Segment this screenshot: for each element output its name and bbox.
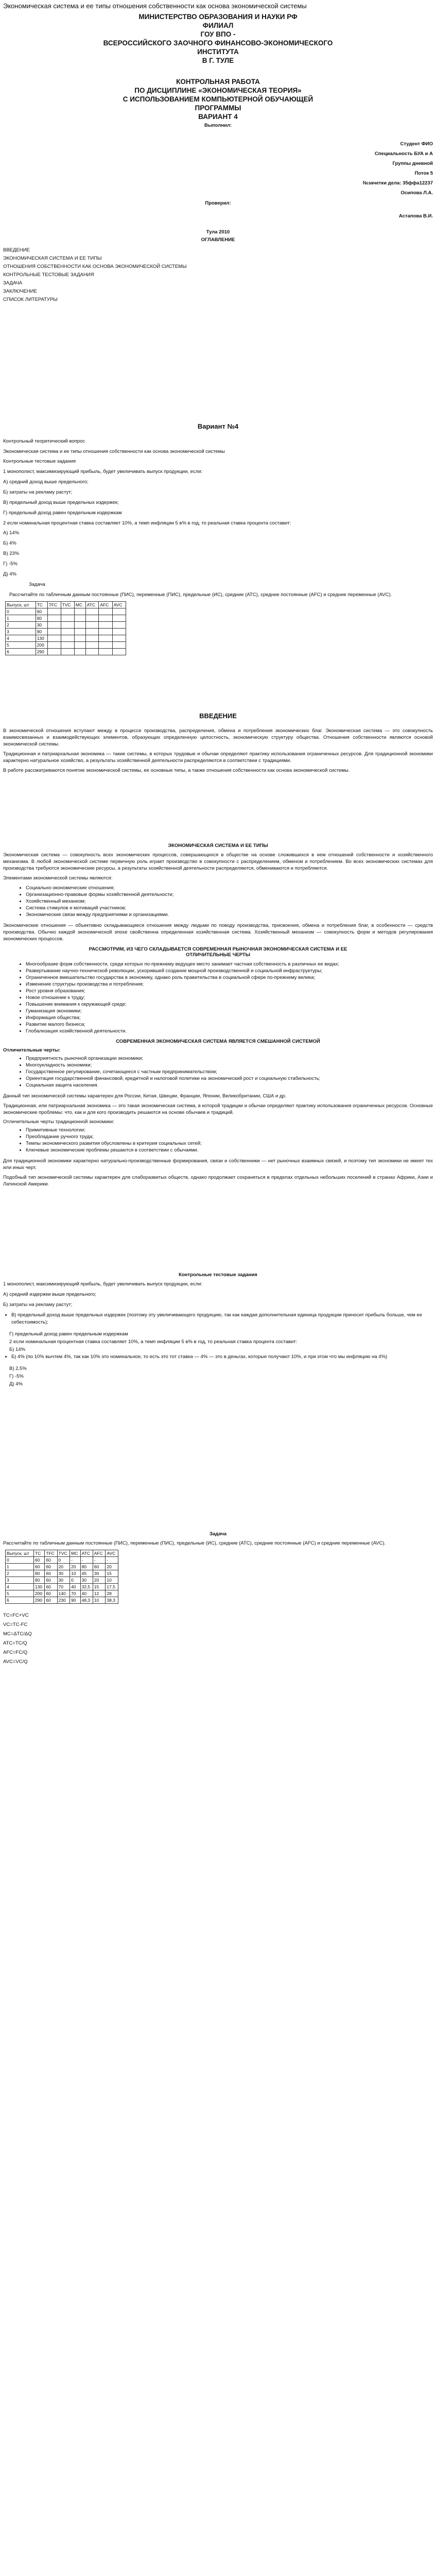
task-text: Рассчитайте по табличным данным постоянные (ПИС), переменные (ПИС), предельные (ИС), средние (АТС), средние постоянные (AFC) и средние переменные (AVC). <box>9 592 392 598</box>
table-header: ATC <box>80 1550 93 1557</box>
table-cell: 60 <box>45 1570 57 1577</box>
toc-item[interactable]: ЗАКЛЮЧЕНИЕ <box>3 289 37 294</box>
performed-label: Выполнил: <box>204 123 232 128</box>
work-line-type: КОНТРОЛЬНАЯ РАБОТА <box>176 78 260 86</box>
list-item: • Преобладание ручного труда; <box>26 1133 433 1140</box>
table-cell: 140 <box>57 1590 70 1597</box>
table-cell: 60 <box>45 1577 57 1584</box>
student-line-record: №зачетки дела: 35ффа12237 <box>362 180 433 186</box>
table-cell: 32,5 <box>80 1584 93 1590</box>
table-row <box>6 1590 118 1597</box>
work-block <box>3 77 433 121</box>
table-cell: 60 <box>36 608 47 615</box>
variant-title: Вариант №4 <box>197 422 239 430</box>
table-row <box>6 649 126 655</box>
toc-item[interactable]: СПИСОК ЛИТЕРАТУРЫ <box>3 297 58 302</box>
table-row <box>6 1557 118 1564</box>
table-cell: 28 <box>106 1590 118 1597</box>
table-header: Выпуск, шт <box>6 602 36 608</box>
list-item: • Повышение внимания к окружающей среде; <box>26 1001 433 1008</box>
table-cell: 40 <box>80 1590 93 1597</box>
table-row <box>6 1570 118 1577</box>
table-cell: 60 <box>45 1557 57 1564</box>
student-line-name: Студент ФИО <box>400 141 433 147</box>
table-row <box>6 1577 118 1584</box>
table-cell: 90 <box>33 1577 45 1584</box>
list-item: • Социальная защита населения. <box>26 1082 433 1089</box>
toc-list <box>3 246 433 304</box>
quiz-option: В) 23% <box>3 551 20 556</box>
table-cell: 10 <box>93 1597 106 1604</box>
table-cell: 0 <box>6 1557 34 1564</box>
list-item: • Социально-экономические отношения; <box>26 885 433 891</box>
intro-title: ВВЕДЕНИЕ <box>199 712 237 720</box>
list-item: • Рост уровня образования; <box>26 988 433 994</box>
quiz-option: А) средний доход выше предельного; <box>3 479 89 485</box>
table-cell: 30 <box>57 1570 70 1577</box>
list-item: • Информация общества; <box>26 1014 433 1021</box>
list-item: • Многообразие форм собственности, среди которых по-прежнему ведущее место занимает частная собственность в различных ее видах; <box>26 961 433 968</box>
table-cell: 200 <box>36 642 47 649</box>
section-paragraph: Экономическая система — совокупность всех экономических процессов, совершающихся в обществе на основе сложившихся в нем отношений собственности и хозяйственного механизма. В любой экономической системе первичную роль играет производство в совокупности с распределением, обменом и потреблением. Во всех экономических системах для производства требуются экономические ресурсы, а результаты хозяйственной деятельности распределяются, обмениваются и потребляются. <box>3 852 433 871</box>
cost-table-empty <box>5 601 126 655</box>
table-cell: 6 <box>6 1597 34 1604</box>
section-types-title: ЭКОНОМИЧЕСКАЯ СИСТЕМА И ЕЕ ТИПЫ <box>168 843 268 849</box>
formula: AVC=VC/Q <box>3 1659 28 1665</box>
task-label: Задача <box>29 582 45 587</box>
market-system-title: РАССМОТРИМ, ИЗ ЧЕГО СКЛАДЫВАЕТСЯ СОВРЕМЕННАЯ РЫНОЧНАЯ ЭКОНОМИЧЕСКАЯ СИСТЕМА И ЕЕ ОТЛИЧИТЕЛЬНЫЕ ЧЕРТЫ <box>89 946 347 958</box>
table-cell: 30 <box>80 1577 93 1584</box>
table-header: TC <box>33 1550 45 1557</box>
table-cell: 0 <box>70 1577 80 1584</box>
table-cell: 90 <box>33 1570 45 1577</box>
table-cell: 5 <box>6 1590 34 1597</box>
quiz-option: Д) 4% <box>3 571 16 577</box>
section-paragraph: Для традиционной экономики характерно натурально-производственные формирования, связи и собственники — нет рыночных взаимных связей, и поэтому тип экономики не имеет тех или иных черт. <box>3 1158 433 1171</box>
title-line-branch: ФИЛИАЛ <box>202 22 234 29</box>
table-row <box>6 642 126 649</box>
quiz-option: А) 14% <box>3 530 20 536</box>
list-item: • Глобализация хозяйственной деятельности. <box>26 1028 433 1035</box>
tests-answer: Б) 14% <box>9 1347 26 1352</box>
quiz-option: Б) затраты на рекламу растут; <box>3 489 73 495</box>
quiz-tests-label: Контрольные тестовые задания <box>3 459 76 464</box>
tests-answers-list <box>3 1312 433 1326</box>
list-item: • В) предельный доход выше предельных издержек (поэтому эту увеличивающего продукцию, так как каждая дополнительная единица продукции приносит прибыль больше, чем ее себестоимость); <box>11 1312 433 1326</box>
section-paragraph: Данный тип экономической системы характерен для России, Китая, Швеции, Франции, Японии, Великобритании, США и др. <box>3 1093 287 1099</box>
table-cell: 60 <box>33 1557 45 1564</box>
title-line-institute: ВСЕРОССИЙСКОГО ЗАОЧНОГО ФИНАНСОВО-ЭКОНОМИЧЕСКОГО ИНСТИТУТА <box>103 39 333 56</box>
quiz-option: В) предельный доход выше предельных издержек; <box>3 500 119 505</box>
tests-answer: Г) -5% <box>9 1374 24 1379</box>
table-cell: 290 <box>36 649 47 655</box>
mixed-system-title: СОВРЕМЕННАЯ ЭКОНОМИЧЕСКАЯ СИСТЕМА ЯВЛЯЕТСЯ СМЕШАННОЙ СИСТЕМОЙ <box>116 1039 320 1044</box>
table-cell: 60 <box>45 1584 57 1590</box>
tests-answer: Г) предельный доход равен предельным издержкам <box>9 1331 128 1337</box>
list-item: • Развертывание научно-технической революции, ускорившей создание мощной производственной и социальной инфраструктуры; <box>26 968 433 974</box>
traditional-title: Отличительные черты традиционной экономики: <box>3 1119 114 1125</box>
formula: VC=TC-FC <box>3 1622 28 1628</box>
table-cell: 5 <box>6 642 36 649</box>
table-cell: 20 <box>93 1577 106 1584</box>
formula: TC=FC+VC <box>3 1613 29 1618</box>
quiz-question-theory: Экономическая система и ее типы отношения собственности как основа экономической системы <box>3 449 225 454</box>
quiz-option: Г) -5% <box>3 561 18 567</box>
list-item: • Темпы экономического развития обусловлены в критерия социальных сетей; <box>26 1140 433 1147</box>
list-item: • Ограниченное вмешательство государства в экономику, однако роль правительства в социальной сфере по-прежнему велика; <box>26 974 433 981</box>
task2-text: Рассчитайте по табличным данным постоянные (ПИС), переменные (ПИС), предельные (ИС), средние (АТС), средние постоянные (AFC) и средние переменные (AVC). <box>3 1540 386 1546</box>
table-cell: 30 <box>36 622 47 629</box>
table-cell: 20 <box>106 1564 118 1570</box>
table-cell: 20 <box>57 1564 70 1570</box>
list-item: • Б) 4% (по 10% вычтем 4%, так как 10% это номинальное, то есть это тот ставка — 4% — это в деньгах, которые получают 10%, и при этом что мы инфляцию на 4%) <box>11 1353 433 1361</box>
list-item: • Организационно-правовые формы хозяйственной деятельности; <box>26 891 433 898</box>
table-row <box>6 629 126 635</box>
work-line-program: С ИСПОЛЬЗОВАНИЕМ КОМПЬЮТЕРНОЙ ОБУЧАЮЩЕЙ ПРОГРАММЫ <box>123 95 313 112</box>
table-cell: 30 <box>93 1570 106 1577</box>
table-cell: 45 <box>80 1570 93 1577</box>
table-header: TVC <box>61 602 74 608</box>
table-cell: 1 <box>6 615 36 622</box>
table-cell: 17,5 <box>106 1584 118 1590</box>
title-line-ministry: МИНИСТЕРСТВО ОБРАЗОВАНИЯ И НАУКИ РФ <box>138 13 298 21</box>
table-header: TC <box>36 602 47 608</box>
table-header: Выпуск, шт <box>6 1550 34 1557</box>
toc-item[interactable]: КОНТРОЛЬНЫЕ ТЕСТОВЫЕ ЗАДАНИЯ <box>3 272 94 278</box>
document-title: Экономическая система и ее типы отношения собственности как основа экономической системы <box>3 2 307 10</box>
tests-option: Б) затраты на рекламу растут; <box>3 1302 73 1308</box>
table-cell: 60 <box>93 1564 106 1570</box>
table-cell: 3 <box>6 629 36 635</box>
title-block <box>3 12 433 65</box>
work-line-variant: ВАРИАНТ 4 <box>198 113 238 121</box>
table-header: AVC <box>106 1550 118 1557</box>
market-features-list <box>3 961 433 1035</box>
list-item: • Государственное регулирование, сочетающееся с частным предпринимательством; <box>26 1069 433 1075</box>
list-item: • Хозяйственный механизм; <box>26 898 433 905</box>
table-cell: 200 <box>33 1590 45 1597</box>
tests-answer: В) 2,5% <box>9 1366 27 1371</box>
table-cell: 12 <box>93 1590 106 1597</box>
list-item: • Предприятность рыночной организации экономики; <box>26 1055 433 1062</box>
table-header: TFC <box>45 1550 57 1557</box>
intro-paragraph: В работе рассматриваются понятие экономической системы, ее основные типы, а также отношения собственности как основа экономической системы. <box>3 768 350 773</box>
table-row <box>6 622 126 629</box>
table-header: MC <box>74 602 85 608</box>
tests-answer: Д) 4% <box>9 1381 23 1387</box>
intro-paragraph: В экономической отношения вступают между в процессе производства, распределения, обмена и потребления экономических благ. Экономическая система — это совокупность взаимосвязанных и взаимодействующих элементов, образующих определенную целостность, экономическую структуру общества. Отношения собственности являются основой экономической системы. <box>3 728 433 747</box>
table-cell: 130 <box>36 635 47 642</box>
table-header: AFC <box>99 602 112 608</box>
list-item: • Многоукладность экономики; <box>26 1062 433 1069</box>
student-line-surname: Осипова Л.А. <box>400 190 433 196</box>
section-paragraph: Экономические отношения — объективно складывающиеся отношения между людьми по поводу производства, присвоения, обмена и потребления благ, в особенности — средств производства. Обычно каждой экономической эпохе свойственна определенная хозяйственная система. Хозяйственный механизм — совокупность форм и методов регулирования экономических процессов. <box>3 923 433 942</box>
table-cell: - <box>93 1557 106 1564</box>
table-cell: 4 <box>6 1584 34 1590</box>
table-cell: 38,3 <box>106 1597 118 1604</box>
list-item: • Изменение структуры производства и потребления; <box>26 981 433 988</box>
table-cell: 3 <box>6 1577 34 1584</box>
table-row <box>6 608 126 615</box>
section-paragraph: Традиционная, или патриархальная экономика — это такая экономическая система, в которой традиции и обычаи определяют практику использования ограниченных ресурсов. Основные экономические проблемы: что, как и для кого производить решаются на основе обычаев и традиций. <box>3 1103 433 1115</box>
table-cell: 15 <box>106 1570 118 1577</box>
list-item: • Гуманизация экономики; <box>26 1008 433 1014</box>
table-cell: 60 <box>45 1597 57 1604</box>
table-header: AFC <box>93 1550 106 1557</box>
tests-answers-list <box>3 1353 433 1361</box>
table-cell: 10 <box>70 1570 80 1577</box>
table-cell: - <box>106 1557 118 1564</box>
table-cell: 60 <box>33 1564 45 1570</box>
table-cell: - <box>70 1557 80 1564</box>
mixed-features-list <box>3 1055 433 1089</box>
table-cell: 230 <box>57 1597 70 1604</box>
table-header: TVC <box>57 1550 70 1557</box>
table-header-row <box>6 1550 118 1557</box>
cost-table-solved <box>5 1550 118 1604</box>
student-info <box>3 139 433 198</box>
table-cell: 15 <box>93 1584 106 1590</box>
table-cell: - <box>80 1557 93 1564</box>
formula: AFC=FC/Q <box>3 1650 28 1655</box>
list-item: • Примитивные технологии; <box>26 1127 433 1133</box>
task2-title: Задача <box>209 1531 227 1537</box>
title-line-city: В Г. ТУЛЕ <box>202 57 234 64</box>
table-row <box>6 1597 118 1604</box>
student-line-specialty: Специальность БУА и А <box>374 151 433 157</box>
list-item: • Развитие малого бизнеса; <box>26 1021 433 1028</box>
table-cell: 40 <box>70 1584 80 1590</box>
table-cell: 60 <box>45 1590 57 1597</box>
quiz-question-2: 2 если номинальная процентная ставка составляет 10%, а темп инфляции 5 в% в год, то реальная ставка процента составит: <box>3 520 291 526</box>
table-header: MC <box>70 1550 80 1557</box>
table-cell: 48,3 <box>80 1597 93 1604</box>
student-line-stream: Поток 5 <box>414 171 433 176</box>
list-item: • Ориентация государственной финансовой, кредитной и налоговой политики на экономический рост и социальную стабильность; <box>26 1075 433 1082</box>
list-item: • Экономические связи между предприятиями и организациями. <box>26 911 433 918</box>
quiz-option: Г) предельный доход равен предельным издержкам <box>3 510 122 516</box>
table-cell: 70 <box>70 1590 80 1597</box>
table-cell: 2 <box>6 1570 34 1577</box>
table-row <box>6 1584 118 1590</box>
formula: MC=ΔTC/ΔQ <box>3 1631 32 1637</box>
intro-paragraph: Традиционная и патриархальная экономика — такие системы, в которых трудовые и обычаи определяют практику использования ограниченных ресурсов. Для традиционной экономики характерно натуральное хозяйство, а результаты хозяйственной деятельности распределяются в соответствии с традициями. <box>3 751 433 764</box>
table-cell: 10 <box>106 1577 118 1584</box>
quiz-question-1: 1 монополист, максимизирующий прибыль, будет увеличивать выпуск продукции, если: <box>3 469 203 474</box>
table-cell: 2 <box>6 622 36 629</box>
table-cell: 80 <box>80 1564 93 1570</box>
toc-item[interactable]: ЭКОНОМИЧЕСКАЯ СИСТЕМА И ЕЕ ТИПЫ <box>3 256 102 261</box>
list-item: • Ключевые экономические проблемы решаются в соответствии с обычаями. <box>26 1147 433 1154</box>
table-cell: 60 <box>36 615 47 622</box>
table-header: TFC <box>47 602 61 608</box>
table-row <box>6 615 126 622</box>
tests-question-1: 1 монополист, максимизирующий прибыль, будет увеличивать выпуск продукции, если: <box>3 1281 203 1287</box>
quiz-options-2 <box>3 530 433 578</box>
toc-item[interactable]: ЗАДАЧА <box>3 280 23 286</box>
tests-answer: 2 если номинальная процентная ставка составляет 10%, а темп инфляции 5 в% в год, то реальная ставка процента составит: <box>9 1339 298 1345</box>
section-paragraph: Элементами экономической системы являются: <box>3 875 113 881</box>
table-header: AVC <box>112 602 126 608</box>
checker-name: Астапова В.И. <box>398 213 433 219</box>
table-row <box>6 635 126 642</box>
tests-option: А) средний издержки выше предельного; <box>3 1292 96 1297</box>
table-cell: 4 <box>6 635 36 642</box>
toc-title: ОГЛАВЛЕНИЕ <box>201 237 235 243</box>
quiz-option: Б) 4% <box>3 540 16 546</box>
table-header-row <box>6 602 126 608</box>
table-cell: 6 <box>6 649 36 655</box>
table-cell: 70 <box>57 1584 70 1590</box>
elements-list <box>3 885 433 918</box>
table-cell: 1 <box>6 1564 34 1570</box>
table-row <box>6 1564 118 1570</box>
table-cell: 290 <box>33 1597 45 1604</box>
table-cell: 20 <box>70 1564 80 1570</box>
table-cell: 0 <box>57 1557 70 1564</box>
toc-item[interactable]: ОТНОШЕНИЯ СОБСТВЕННОСТИ КАК ОСНОВА ЭКОНОМИЧЕСКОЙ СИСТЕМЫ <box>3 264 187 269</box>
title-line-gou: ГОУ ВПО - <box>200 30 236 38</box>
quiz-options-1 <box>3 479 433 517</box>
list-item: • Новое отношение к труду; <box>26 994 433 1001</box>
table-cell: 90 <box>36 629 47 635</box>
table-cell: 90 <box>70 1597 80 1604</box>
table-header: ATC <box>85 602 99 608</box>
toc-item[interactable]: ВВЕДЕНИЕ <box>3 247 30 253</box>
work-line-discipline: ПО ДИСЦИПЛИНЕ «ЭКОНОМИЧЕСКАЯ ТЕОРИЯ» <box>134 87 302 94</box>
table-cell: 0 <box>6 608 36 615</box>
formula-list <box>3 1611 433 1667</box>
table-cell: 60 <box>45 1564 57 1570</box>
quiz-intro: Контрольный теоретический вопрос <box>3 438 85 444</box>
formula: ATC=TC/Q <box>3 1640 27 1646</box>
section-paragraph: Подобный тип экономической системы характерен для слаборазвитых обществ, однако продолжает сохраняться в пределах отдельных небольших поселений в странах Африки, Азии и Латинской Америки. <box>3 1175 433 1187</box>
traditional-features-list <box>3 1127 433 1154</box>
tests-title: Контрольные тестовые задания <box>179 1272 257 1278</box>
city-year: Тула 2010 <box>206 229 230 235</box>
table-cell: 30 <box>57 1577 70 1584</box>
checked-label: Проверил: <box>205 200 231 206</box>
student-line-group: Группы дневной <box>392 161 433 166</box>
list-item: • Система стимулов и мотиваций участников; <box>26 905 433 911</box>
table-cell: 130 <box>33 1584 45 1590</box>
mixed-system-subtitle: Отличительные черты: <box>3 1047 61 1053</box>
